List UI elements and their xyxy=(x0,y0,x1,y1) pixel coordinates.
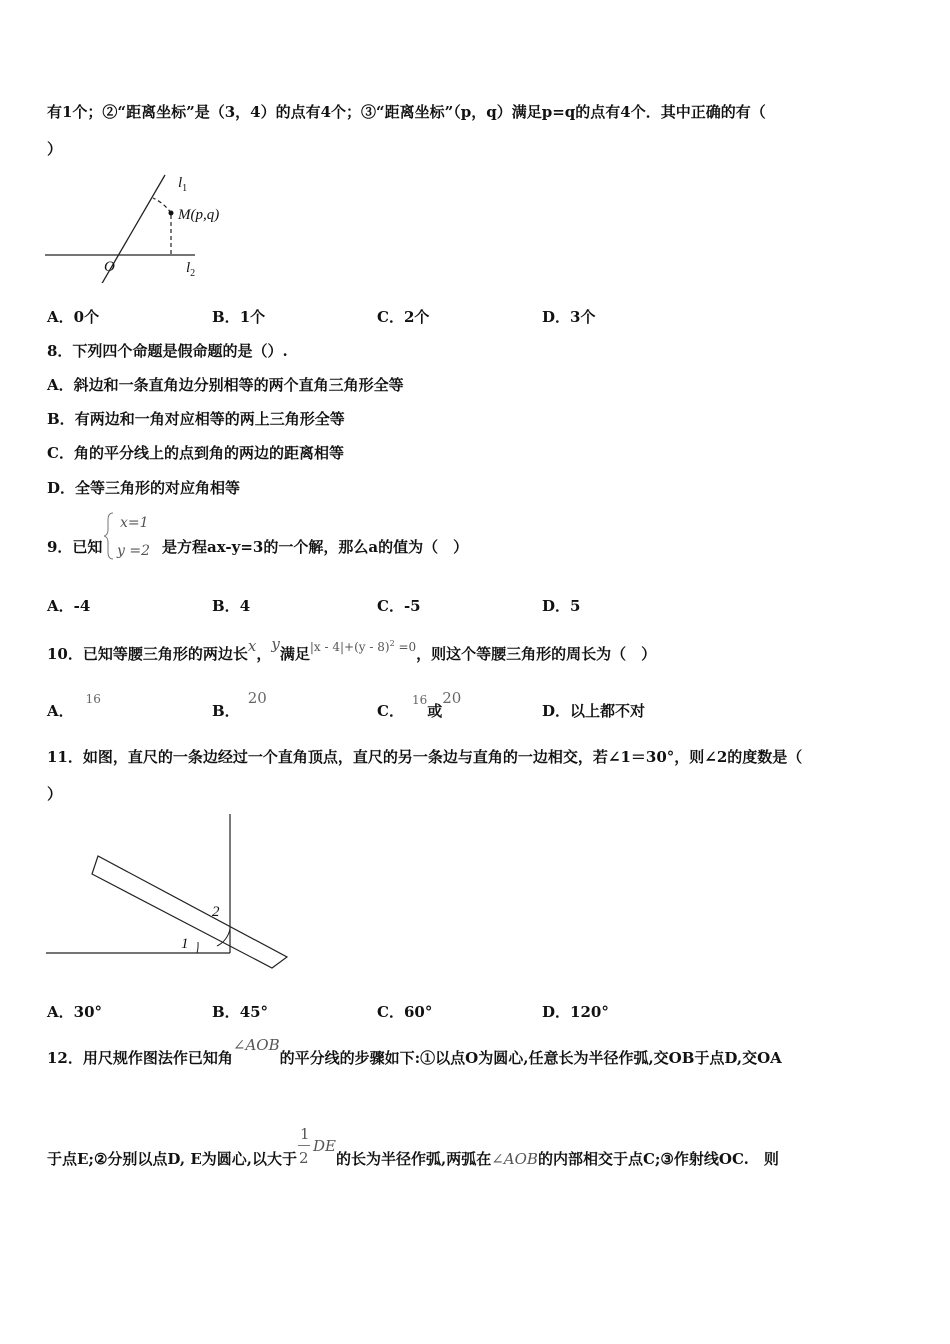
q7-figure xyxy=(40,165,240,283)
q11-option-b[interactable]: B．45° xyxy=(212,1003,269,1021)
q11-option-a[interactable]: A．30° xyxy=(47,1003,103,1021)
q8-option-b[interactable]: B．有两边和一角对应相等的两上三角形全等 xyxy=(47,410,345,428)
q9-option-a[interactable]: A．-4 xyxy=(47,597,91,615)
q12-angle: ∠AOB xyxy=(232,1036,280,1054)
q8-option-a[interactable]: A．斜边和一条直角边分别相等的两个直角三角形全等 xyxy=(47,376,404,394)
q11-close-paren: ） xyxy=(47,785,63,803)
q10-var-y: y xyxy=(271,635,280,653)
q12-frac-var: DE xyxy=(313,1137,336,1155)
q9-option-b[interactable]: B．4 xyxy=(212,597,251,615)
l2-sub: 2 xyxy=(190,268,196,279)
q7-option-b[interactable]: B．1个 xyxy=(212,308,266,326)
origin-label: O xyxy=(104,259,115,275)
q7-option-c[interactable]: C．2个 xyxy=(377,308,430,326)
svg-text:l1 xyxy=(178,175,187,194)
l1-sub: 1 xyxy=(182,183,188,194)
l1-label: l xyxy=(178,175,183,191)
q7-option-a[interactable]: A．0个 xyxy=(47,308,100,326)
q10-condition: |x - 4|+(y - 8)2 =0 xyxy=(309,639,417,654)
perp-to-l1 xyxy=(153,198,171,213)
q9-eq1: x=1 xyxy=(120,515,149,531)
svg-text:l2 xyxy=(186,260,195,279)
q9-prefix: 9．已知 xyxy=(47,538,103,556)
q10-option-d[interactable]: D．以上都不对 xyxy=(542,702,646,720)
q7-continuation: 有1个；②“距离坐标”是（3，4）的点有4个；③“距离坐标”（p，q）满足p=q的点有4个．其中正确的有（ xyxy=(47,103,766,121)
q12-angle2: ∠AOB xyxy=(491,1150,538,1168)
point-m-label: M(p,q) xyxy=(178,207,220,223)
q9-suffix: 是方程ax-y=3的一个解，那么a的值为（ ） xyxy=(162,538,469,556)
q10-option-c[interactable]: C．$^{16}$或20 xyxy=(377,689,462,720)
q9-option-d[interactable]: D．5 xyxy=(542,597,581,615)
q10-stem: 10．已知等腰三角形的两边长x，y满足$^{|x - 4|+(y - 8)^2 =0}$，则这个等腰三角形的周长为（ ） xyxy=(47,635,657,663)
angle-1-label: 1 xyxy=(181,936,189,952)
q8-option-c[interactable]: C．角的平分线上的点到角的两边的距离相等 xyxy=(47,444,344,462)
q11-option-d[interactable]: D．120° xyxy=(542,1003,609,1021)
q7-close-paren: ） xyxy=(47,140,63,158)
q12-line1: 12．用尺规作图法作已知角∠AOB的平分线的步骤如下:①以点O为圆心,任意长为半径作弧,交OB于点D,交OA xyxy=(47,1036,782,1067)
q10-var-x: x xyxy=(247,637,257,655)
q9-brace xyxy=(104,510,164,562)
q8-stem: 8．下列四个命题是假命题的是（）. xyxy=(47,342,288,360)
angle-2-arc xyxy=(217,929,230,946)
q10-option-b[interactable]: B．20 xyxy=(212,689,267,720)
q12-fraction: $\frac{1}{2}$ xyxy=(299,1125,310,1167)
q7-option-d[interactable]: D．3个 xyxy=(542,308,596,326)
l2-label: l xyxy=(186,260,191,276)
angle-2-label: 2 xyxy=(212,904,220,920)
q10-option-a[interactable]: A．$^{16}$ xyxy=(47,692,101,720)
q9-eq2: y =2 xyxy=(117,543,150,559)
q11-stem: 11．如图，直尺的一条边经过一个直角顶点，直尺的另一条边与直角的一边相交，若∠1＝30°，则∠2的度数是（ xyxy=(47,748,803,766)
q9-option-c[interactable]: C．-5 xyxy=(377,597,421,615)
ruler xyxy=(92,856,287,968)
q12-line2: 于点E;②分别以点D, E为圆心,以大于 $\frac{1}{2}$ DE的长为半径作弧,两弧在∠AOB的内部相交于点C;③作射线OC. 则 xyxy=(47,1125,779,1168)
q11-figure xyxy=(40,812,300,977)
q11-option-c[interactable]: C．60° xyxy=(377,1003,433,1021)
q8-option-d[interactable]: D．全等三角形的对应角相等 xyxy=(47,479,241,497)
point-m xyxy=(169,211,174,216)
angle-1-arc xyxy=(197,942,198,953)
